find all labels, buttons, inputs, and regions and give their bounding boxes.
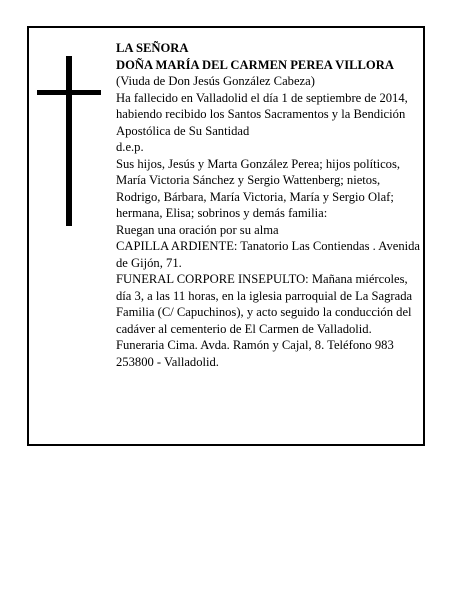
notice-title: LA SEÑORA [116, 41, 189, 55]
funeral-info: FUNERAL CORPORE INSEPULTO: Mañana miércoles, día 3, a las 11 horas, en la iglesia parroquial de La Sagrada Familia (C/ Capuchinos), y acto seguido la conducción del cadáver al cementerio de El Carmen de Valladolid. [116, 272, 413, 336]
chapel-info: CAPILLA ARDIENTE: Tanatorio Las Contiendas . Avenida de Gijón, 71. [116, 239, 421, 270]
deceased-name: DOÑA MARÍA DEL CARMEN PEREA VILLORA [116, 57, 394, 72]
prayer-request: Ruegan una oración por su alma [116, 222, 279, 237]
obituary-notice [27, 26, 425, 446]
cross-horizontal-bar [37, 90, 101, 95]
latin-cross-icon [37, 56, 101, 226]
widow-of-line: (Viuda de Don Jesús González Cabeza) [116, 74, 315, 88]
rip-line: d.e.p. [116, 140, 144, 154]
funeral-home-info: Funeraria Cima. Avda. Ramón y Cajal, 8. Teléfono 983 253800 - Valladolid. [116, 338, 394, 369]
notice-text [116, 40, 422, 370]
cross-vertical-bar [66, 56, 72, 226]
family-list: Sus hijos, Jesús y Marta González Perea; hijos políticos, María Victoria Sánchez y Sergio Wattenberg; nietos, Rodrigo, Bárbara, María Victoria, María y Sergio Olaf; hermana, Elisa; sobrinos y demás familia: [116, 156, 401, 220]
death-announcement: Ha fallecido en Valladolid el día 1 de septiembre de 2014, habiendo recibido los Santos Sacramentos y la Bendición Apostólica de Su Santidad [116, 90, 408, 138]
